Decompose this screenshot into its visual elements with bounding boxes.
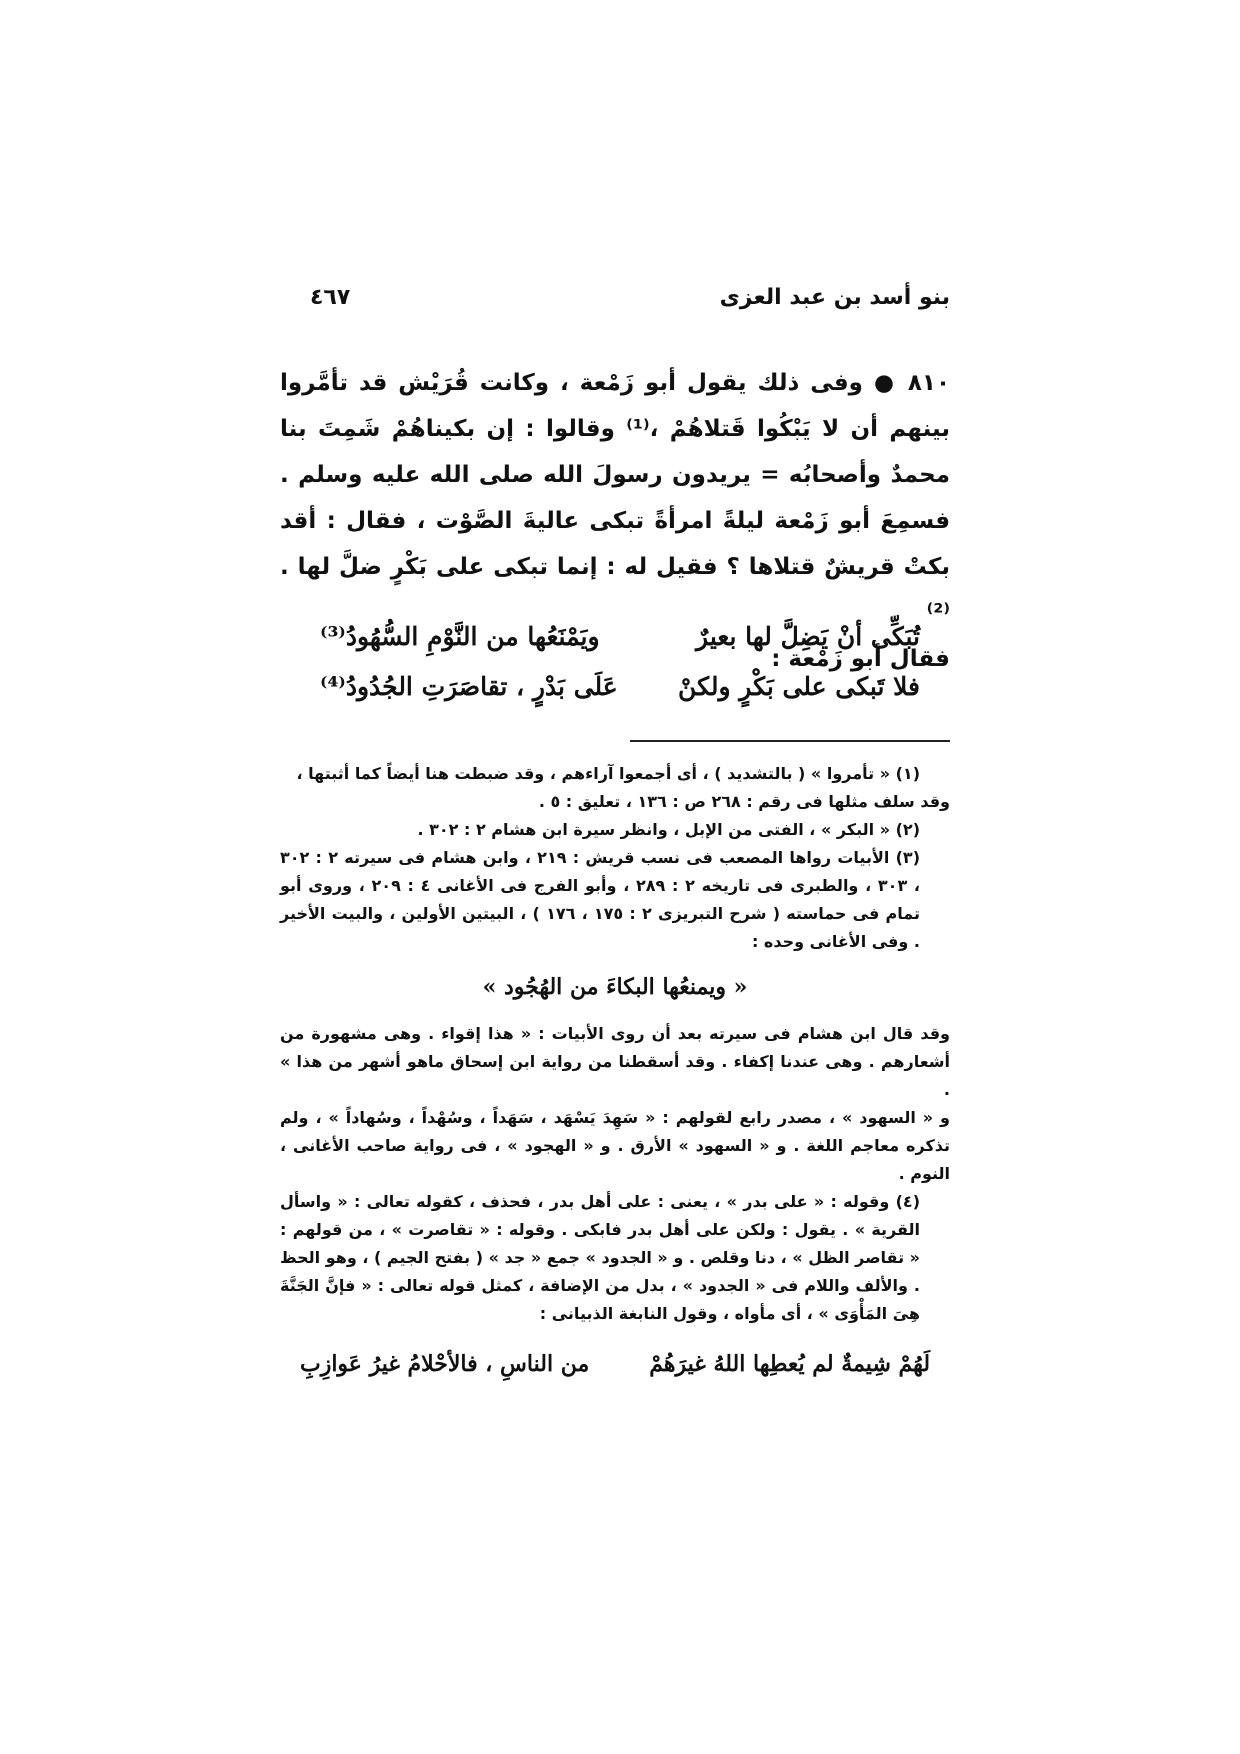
verse-2-second-hemistich: عَلَى بَدْرٍ ، تقاصَرَتِ الجُدُودُ⁽⁴⁾ (320, 672, 618, 701)
verse-1-second-hemistich: ويَمْنَعُها من النَّوْمِ السُّهُودُ⁽³⁾ (320, 622, 600, 651)
footnote-1: (١) « تأمروا » ( بالتشديد ) ، أى أجمعوا آراءهم ، وقد ضبطت هنا أيضاً كما أثبتها ، (296, 764, 920, 783)
verse-2-first-hemistich: فلا تَبكى على بَكْرٍ ولكنْ (678, 672, 920, 701)
running-head: بنو أسد بن عبد العزى (719, 285, 950, 310)
footnote-2: (٢) « البكر » ، الفتى من الإبل ، وانظر سيرة ابن هشام ٢ : ٣٠٢ . (417, 820, 920, 839)
page-number: ٤٦٧ (310, 285, 351, 310)
footnote-3-continued-b: و « السهود » ، مصدر رابع لقولهم : « سَهِدَ يَسْهَد ، سَهَداً ، وسُهْداً ، وسُهاداً » ، ولم تذكره معاجم اللغة . و « السهود » الأرق . و « الهجود » ، فى رواية صاحب الأغانى ، النوم . (280, 1108, 950, 1183)
footnote-3-verse: « ويمنعُها البكاءَ من الهُجُود » (482, 974, 748, 1000)
footnote-3: (٣) الأبيات رواها المصعب فى نسب قريش : ٢١٩ ، وابن هشام فى سيرته ٢ : ٣٠٢ ، ٣٠٣ ، والطبرى فى تاريخه ٢ : ٢٨٩ ، وأبو الفرج فى الأغانى ٤ : ٢٠٩ ، وروى أبو تمام فى حماسته ( شرح التبريزى ٢ : ١٧٥ ، ١٧٦ ) ، البيتين الأولين ، والبيت الأخير . وفى الأغانى وحده : (280, 848, 921, 951)
footnote-1-continued: وقد سلف مثلها فى رقم : ٢٦٨ ص : ١٣٦ ، تعليق : ٥ . (538, 792, 950, 811)
closing-line: فقال أبو زَمْعة : (771, 646, 950, 672)
verse-line-1 (320, 612, 920, 662)
footnote-3-continued-a: وقد قال ابن هشام فى سيرته بعد أن روى الأبيات : « هذا إقواء . وهى مشهورة من أشعارهم . وهى عندنا إكفاء . وقد أسقطنا من رواية ابن إسحاق ماهو أشهر من هذا » . (280, 1024, 950, 1099)
page-header (310, 285, 950, 325)
footnote-divider (630, 740, 950, 742)
verse-1-first-hemistich: تُبَكِّى أنْ يَضِلَّ لها بعيرٌ (696, 622, 920, 651)
verse-block (320, 612, 920, 712)
footnotes (280, 760, 950, 1378)
main-paragraph: ٨١٠ ● وفى ذلك يقول أبو زَمْعة ، وكانت قُرَيْش قد تأمَّروا بينهم أن لا يَبْكُوا قَتلاهُمْ ،⁽¹⁾ وقالوا : إن بكيناهُمْ شَمِتَ بنا محمدٌ وأصحابُه = يريدون رسولَ الله صلى الله عليه وسلم . فسمِعَ أبو زَمْعة ليلةً امرأةً تبكى عاليةَ الصَّوْت ، فقال : أقد بكتْ قريشٌ قتلاها ؟ فقيل له : إنما تبكى على بَكْرٍ ضلَّ لها .⁽²⁾ (280, 370, 950, 626)
footnote-4-verse-first: لَهُمْ شِيمةٌ لم يُعطِها اللهُ غيرَهُمْ (649, 1351, 931, 1377)
footnote-4: (٤) وقوله : « على بدر » ، يعنى : على أهل بدر ، فحذف ، كقوله تعالى : « واسأل القرية » . يقول : ولكن على أهل بدر فابكى . وقوله : « تقاصرت » ، من قولهم : « تقاصر الظل » ، دنا وقلص . و « الجدود » جمع « جد » ( بفتح الجيم ) ، وهو الحظ . والألف واللام فى « الجدود » ، بدل من الإضافة ، كمثل قوله تعالى : « فإنَّ الجَنَّةَ هِىَ المَأْوَى » ، أى مأواه ، وقول النابغة الذبيانى : (280, 1192, 920, 1323)
footnote-4-verse (280, 1350, 950, 1378)
footnote-4-verse-second: من الناسِ ، فالأحْلامُ غيرُ عَوازِبِ (299, 1351, 590, 1377)
verse-line-2 (320, 662, 920, 712)
